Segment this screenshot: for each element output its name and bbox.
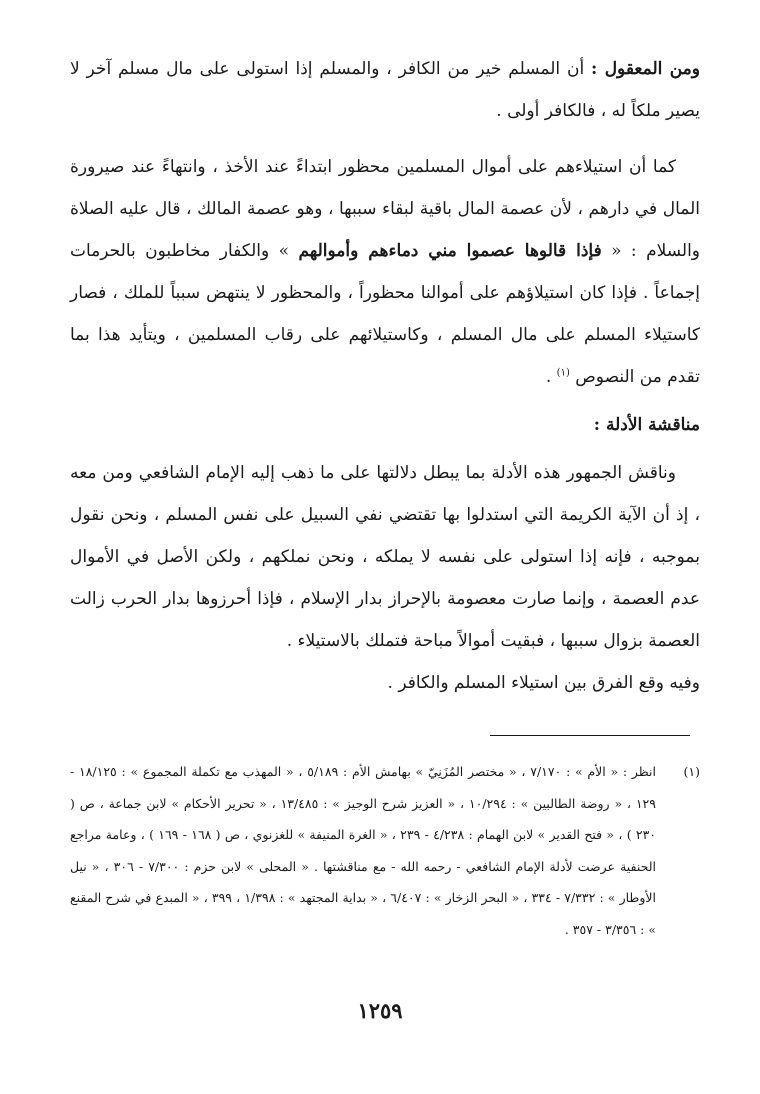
paragraph-text: أن المسلم خير من الكافر ، والمسلم إذا استولى على مال مسلم آخر لا يصير ملكاً له ، فالكافر أولى . [70, 59, 700, 121]
paragraph-discussion [70, 452, 700, 662]
page-number: ١٢٥٩ [357, 998, 403, 1023]
paragraph-end: . [545, 367, 552, 387]
footnote-number: (١) [683, 764, 700, 779]
footnote-reference: (١) [556, 367, 570, 379]
paragraph-text-before: كما أن استيلاءهم على أموال المسلمين محظور ابتداءً عند الأخذ ، وانتهاءً عند صيرورة المال في دارهم ، لأن عصمة المال باقية لبقاء سببها ، وهو عصمة المالك ، قال عليه الصلاة والسلام : « [70, 157, 701, 261]
paragraph-text: وفيه وقع الفرق بين استيلاء المسلم والكافر . [387, 673, 700, 693]
footnote-text: انظر : « الأم » : ٧/١٧٠ ، « مختصر المُزَنِيّ » بهامش الأم : ٥/١٨٩ ، « المهذب مع تكملة المجموع » : ١٨/١٢٥ - ١٢٩ ، « روضة الطالبين » : ١٠/٢٩٤ ، « العزيز شرح الوجيز » : ١٣/٤٨٥ ، « تحرير الأحكام » لابن جماعة ، ص ( ٢٣٠ ) ، « فتح القدير » لابن الهمام : ٤/٢٣٨ - ٢٣٩ ، « الغرة المنيفة » للغزنوي ، ص ( ١٦٨ - ١٦٩ ) ، وعامة مراجع الحنفية عرضت لأدلة الإمام الشافعي - رحمه الله - مع مناقشتها . « المحلى » لابن حزم : ٧/٣٠٠ - ٣٠٦ ، « نيل الأوطار » : ٧/٣٣٢ - ٣٣٤ ، « البحر الزخار » : ٦/٤٠٧ ، « بداية المجتهد » : ١/٣٩٨ ، ٣٩٩ ، « المبدع في شرح المقنع » : ٣/٣٥٦ - ٣٥٧ . [70, 764, 657, 937]
paragraph-rational-evidence [70, 48, 700, 132]
paragraph-text: وناقش الجمهور هذه الأدلة بما يبطل دلالتها على ما ذهب إليه الإمام الشافعي ومن معه ، إذ أن الآية الكريمة التي استدلوا بها تقتضي نفي السبيل على نفس المسلم ، ونحن نقول بموجبه ، فإنه إذا استولى على نفسه لا يملكه ، ونحن نملكهم ، ولكن الأصل في الأموال عدم العصمة ، وإنما صارت معصومة بالإحراز بدار الإسلام ، فإذا أحرزوها بدار الحرب زالت العصمة بزوال سببها ، فبقيت أموالاً مباحة فتملك بالاستيلاء . [70, 463, 700, 651]
paragraph-text-after: » والكفار مخاطبون بالحرمات إجماعاً . فإذا كان استيلاؤهم على أموالنا محظوراً ، والمحظور لا ينتهض سبباً للملك ، فصار كاستيلاء المسلم على مال المسلم ، وكاستيلائهم على رقاب المسلمين ، ويتأيد هذا بما تقدم من النصوص [70, 241, 700, 387]
paragraph-seizure [70, 146, 700, 398]
main-text [70, 48, 700, 704]
footnote-divider [490, 735, 690, 736]
paragraph-lead: ومن المعقول : [591, 59, 700, 79]
paragraph-conclusion [70, 662, 700, 704]
section-heading: مناقشة الأدلة : [593, 415, 700, 435]
footnote [70, 756, 700, 945]
hadith-quote: فإذا قالوها عصموا مني دماءهم وأموالهم [298, 241, 602, 261]
